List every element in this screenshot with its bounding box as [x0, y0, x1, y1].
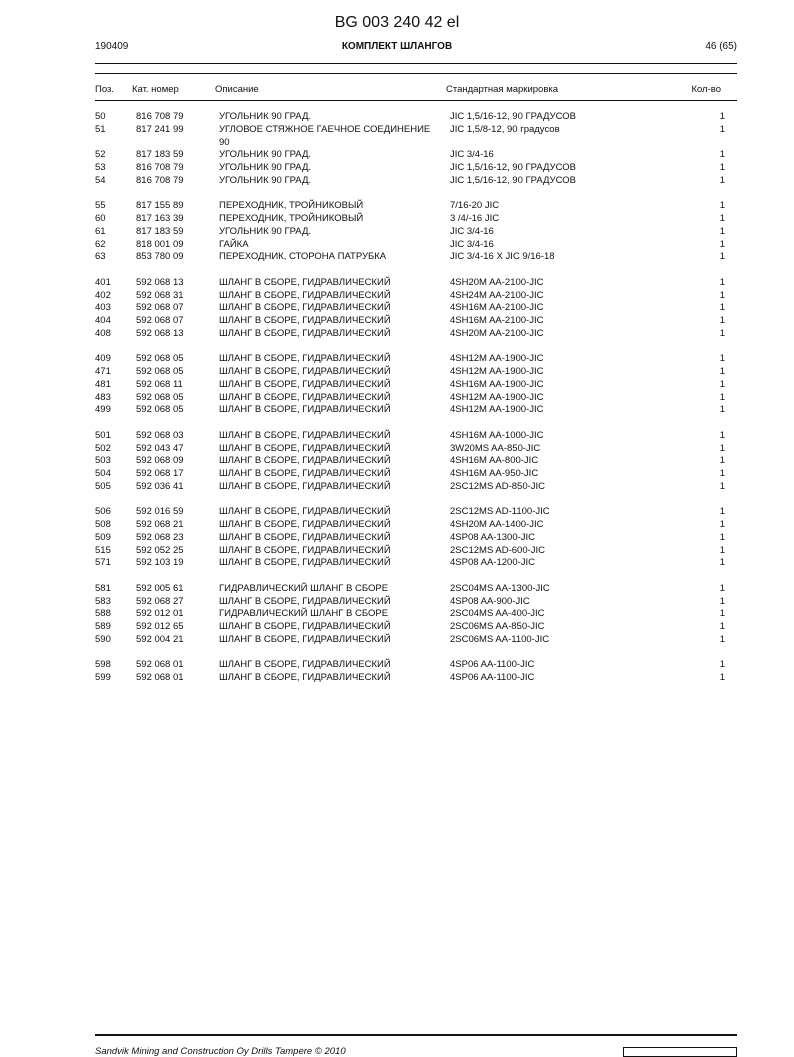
- cell-catalog-number: 817 241 99: [136, 123, 184, 135]
- cell-quantity: 1: [719, 531, 725, 543]
- column-header-standard-marking: Стандартная маркировка: [446, 84, 559, 95]
- cell-catalog-number: 592 004 21: [136, 633, 184, 645]
- cell-standard-marking: 4SH16M AA-800-JIC: [450, 455, 539, 467]
- cell-position: 50: [95, 111, 106, 122]
- cell-position: 581: [95, 582, 111, 594]
- table-row: [0, 302, 794, 315]
- cell-position: 588: [95, 608, 111, 620]
- cell-description: УГОЛЬНИК 90 ГРАД.: [219, 162, 312, 173]
- cell-standard-marking: JIC 1,5/16-12, 90 ГРАДУСОВ: [450, 111, 576, 122]
- cell-description: ШЛАНГ В СБОРЕ, ГИДРАВЛИЧЕСКИЙ: [219, 633, 391, 645]
- cell-catalog-number: 592 068 03: [136, 429, 184, 441]
- table-row: [0, 481, 794, 494]
- table-row: [0, 634, 794, 647]
- cell-description: ШЛАНГ В СБОРЕ, ГИДРАВЛИЧЕСКИЙ: [219, 455, 391, 467]
- cell-description: УГОЛЬНИК 90 ГРАД.: [219, 174, 312, 186]
- cell-quantity: 1: [719, 429, 725, 441]
- table-row: [0, 392, 794, 405]
- cell-quantity: 1: [719, 557, 725, 569]
- cell-standard-marking: 2SC06MS AA-1100-JIC: [450, 633, 550, 645]
- table-row: [0, 162, 794, 175]
- header-divider-secondary: [95, 73, 737, 74]
- cell-description: ШЛАНГ В СБОРЕ, ГИДРАВЛИЧЕСКИЙ: [219, 557, 391, 569]
- cell-quantity: 1: [719, 595, 725, 607]
- cell-description: ГИДРАВЛИЧЕСКИЙ ШЛАНГ В СБОРЕ: [219, 608, 389, 620]
- cell-catalog-number: 592 043 47: [136, 442, 184, 454]
- cell-standard-marking: 4SH12M AA-1900-JIC: [450, 353, 544, 365]
- table-row: [0, 277, 794, 290]
- column-header-quantity: Кол-во: [691, 84, 721, 95]
- cell-catalog-number: 817 155 89: [136, 200, 184, 212]
- cell-standard-marking: 4SH24M AA-2100-JIC: [450, 289, 544, 301]
- table-row: [0, 239, 794, 252]
- group-spacer: [0, 570, 794, 583]
- cell-quantity: 1: [719, 582, 725, 594]
- cell-standard-marking: JIC 1,5/16-12, 90 ГРАДУСОВ: [450, 174, 576, 186]
- cell-catalog-number: 592 036 41: [136, 480, 184, 492]
- cell-quantity: 1: [719, 174, 725, 186]
- cell-catalog-number: 817 163 39: [136, 213, 184, 224]
- cell-quantity: 1: [719, 621, 725, 632]
- cell-catalog-number: 816 708 79: [136, 162, 184, 173]
- cell-quantity: 1: [719, 251, 725, 263]
- cell-catalog-number: 592 068 09: [136, 455, 184, 467]
- table-row: [0, 290, 794, 303]
- cell-quantity: 1: [719, 315, 725, 326]
- cell-position: 598: [95, 659, 111, 671]
- table-row: [0, 353, 794, 366]
- cell-catalog-number: 816 708 79: [136, 174, 184, 186]
- cell-catalog-number: 592 016 59: [136, 506, 184, 518]
- table-row: [0, 366, 794, 379]
- cell-standard-marking: 4SH20M AA-1400-JIC: [450, 519, 544, 530]
- cell-description: ШЛАНГ В СБОРЕ, ГИДРАВЛИЧЕСКИЙ: [219, 544, 391, 556]
- cell-standard-marking: 4SH20M AA-2100-JIC: [450, 276, 544, 288]
- cell-quantity: 1: [719, 633, 725, 645]
- cell-quantity: 1: [719, 442, 725, 454]
- cell-catalog-number: 816 708 79: [136, 111, 184, 122]
- cell-position: 54: [95, 174, 106, 186]
- table-row: [0, 328, 794, 341]
- cell-standard-marking: 2SC12MS AD-1100-JIC: [450, 506, 550, 518]
- cell-catalog-number: 592 068 11: [136, 378, 183, 390]
- cell-quantity: 1: [719, 455, 725, 467]
- cell-description: УГОЛЬНИК 90 ГРАД.: [219, 111, 312, 122]
- cell-quantity: 1: [719, 162, 725, 173]
- cell-position: 402: [95, 289, 111, 301]
- cell-description: ШЛАНГ В СБОРЕ, ГИДРАВЛИЧЕСКИЙ: [219, 429, 391, 441]
- table-row: [0, 200, 794, 213]
- table-row: [0, 443, 794, 456]
- page-title: КОМПЛЕКТ ШЛАНГОВ: [341, 41, 453, 52]
- cell-standard-marking: 4SP06 AA-1100-JIC: [450, 672, 535, 683]
- cell-standard-marking: 2SC12MS AD-850-JIC: [450, 480, 546, 492]
- cell-standard-marking: 4SP08 AA-1200-JIC: [450, 557, 536, 569]
- cell-standard-marking: 3W20MS AA-850-JIC: [450, 442, 541, 454]
- header-divider: [95, 63, 737, 64]
- column-header-position: Поз.: [95, 84, 114, 95]
- cell-position: 52: [95, 149, 106, 161]
- group-spacer: [0, 647, 794, 660]
- cell-quantity: 1: [719, 366, 725, 377]
- cell-description: ШЛАНГ В СБОРЕ, ГИДРАВЛИЧЕСКИЙ: [219, 327, 391, 339]
- cell-catalog-number: 592 068 13: [136, 276, 184, 288]
- cell-position: 503: [95, 455, 111, 467]
- footer-divider: [95, 1034, 737, 1036]
- cell-quantity: 1: [719, 149, 725, 161]
- cell-position: 571: [95, 557, 111, 569]
- cell-description: ШЛАНГ В СБОРЕ, ГИДРАВЛИЧЕСКИЙ: [219, 289, 391, 301]
- cell-catalog-number: 592 012 65: [136, 621, 184, 632]
- cell-position: 471: [95, 366, 111, 377]
- cell-standard-marking: 4SH20M AA-2100-JIC: [450, 327, 544, 339]
- table-row: [0, 379, 794, 392]
- cell-standard-marking: 3 /4/-16 JIC: [450, 213, 500, 224]
- cell-standard-marking: 2SC06MS AA-850-JIC: [450, 621, 545, 632]
- brand-logo: [623, 1047, 737, 1057]
- cell-quantity: 1: [719, 544, 725, 556]
- cell-description: ГИДРАВЛИЧЕСКИЙ ШЛАНГ В СБОРЕ: [219, 582, 389, 594]
- cell-position: 509: [95, 531, 111, 543]
- document-number: BG 003 240 42 el: [334, 14, 460, 31]
- cell-position: 590: [95, 633, 111, 645]
- table-row: [0, 455, 794, 468]
- table-row: [0, 404, 794, 417]
- cell-position: 508: [95, 519, 111, 530]
- cell-catalog-number: 592 068 05: [136, 366, 184, 377]
- cell-catalog-number: 592 068 05: [136, 353, 184, 365]
- cell-quantity: 1: [719, 111, 725, 122]
- column-header-description: Описание: [215, 84, 259, 95]
- cell-position: 51: [95, 123, 106, 135]
- table-row: [0, 621, 794, 634]
- cell-quantity: 1: [719, 289, 725, 301]
- cell-quantity: 1: [719, 391, 725, 403]
- cell-description: ШЛАНГ В СБОРЕ, ГИДРАВЛИЧЕСКИЙ: [219, 659, 391, 671]
- cell-quantity: 1: [719, 213, 725, 224]
- cell-standard-marking: JIC 3/4-16: [450, 238, 494, 250]
- cell-description: ШЛАНГ В СБОРЕ, ГИДРАВЛИЧЕСКИЙ: [219, 621, 391, 632]
- cell-description: ШЛАНГ В СБОРЕ, ГИДРАВЛИЧЕСКИЙ: [219, 276, 391, 288]
- cell-description: ПЕРЕХОДНИК, СТОРОНА ПАТРУБКА: [219, 251, 387, 263]
- cell-standard-marking: 4SP08 AA-1300-JIC: [450, 531, 536, 543]
- cell-position: 481: [95, 378, 111, 390]
- cell-position: 504: [95, 468, 111, 479]
- cell-position: 401: [95, 276, 111, 288]
- table-row: [0, 251, 794, 264]
- cell-position: 409: [95, 353, 111, 365]
- table-row: [0, 583, 794, 596]
- table-row: [0, 659, 794, 672]
- cell-catalog-number: 592 068 01: [136, 672, 184, 683]
- cell-catalog-number: 592 068 13: [136, 327, 184, 339]
- cell-position: 63: [95, 251, 106, 263]
- cell-description: ПЕРЕХОДНИК, ТРОЙНИКОВЫЙ: [219, 200, 364, 212]
- cell-quantity: 1: [719, 276, 725, 288]
- cell-position: 62: [95, 238, 106, 250]
- page-number: 46 (65): [705, 41, 737, 52]
- cell-description: УГОЛЬНИК 90 ГРАД.: [219, 225, 312, 237]
- cell-quantity: 1: [719, 468, 725, 479]
- column-header-catalog-number: Кат. номер: [132, 84, 179, 95]
- cell-catalog-number: 592 012 01: [136, 608, 184, 620]
- cell-description: ШЛАНГ В СБОРЕ, ГИДРАВЛИЧЕСКИЙ: [219, 506, 391, 518]
- cell-catalog-number: 592 068 07: [136, 315, 184, 326]
- cell-standard-marking: JIC 1,5/8-12, 90 градусов: [450, 123, 560, 135]
- cell-catalog-number: 592 068 17: [136, 468, 184, 479]
- table-row: [0, 315, 794, 328]
- cell-standard-marking: 4SP08 AA-900-JIC: [450, 595, 530, 607]
- cell-position: 583: [95, 595, 111, 607]
- cell-catalog-number: 592 103 19: [136, 557, 184, 569]
- cell-description: ШЛАНГ В СБОРЕ, ГИДРАВЛИЧЕСКИЙ: [219, 531, 391, 543]
- cell-position: 502: [95, 442, 111, 454]
- cell-quantity: 1: [719, 327, 725, 339]
- cell-catalog-number: 592 068 05: [136, 404, 184, 416]
- cell-standard-marking: 4SH16M AA-1000-JIC: [450, 429, 544, 441]
- cell-standard-marking: 2SC04MS AA-400-JIC: [450, 608, 545, 620]
- parts-table-body: [0, 111, 794, 685]
- cell-catalog-number: 592 068 23: [136, 531, 184, 543]
- table-row: [0, 175, 794, 188]
- cell-position: 483: [95, 391, 111, 403]
- cell-description: ШЛАНГ В СБОРЕ, ГИДРАВЛИЧЕСКИЙ: [219, 391, 391, 403]
- footer-copyright: Sandvik Mining and Construction Oy Drills Tampere © 2010: [95, 1046, 346, 1057]
- cell-quantity: 1: [719, 378, 725, 390]
- table-row: [0, 532, 794, 545]
- table-row: [0, 124, 794, 150]
- cell-standard-marking: JIC 3/4-16: [450, 225, 494, 237]
- group-spacer: [0, 417, 794, 430]
- table-row: [0, 149, 794, 162]
- table-row: [0, 111, 794, 124]
- group-spacer: [0, 188, 794, 201]
- cell-description: ШЛАНГ В СБОРЕ, ГИДРАВЛИЧЕСКИЙ: [219, 302, 391, 314]
- cell-quantity: 1: [719, 200, 725, 212]
- cell-catalog-number: 592 068 27: [136, 595, 184, 607]
- cell-catalog-number: 592 068 31: [136, 289, 184, 301]
- cell-position: 599: [95, 672, 111, 683]
- column-header-divider: [95, 100, 737, 101]
- cell-description: ШЛАНГ В СБОРЕ, ГИДРАВЛИЧЕСКИЙ: [219, 366, 391, 377]
- table-row: [0, 468, 794, 481]
- table-row: [0, 430, 794, 443]
- cell-standard-marking: JIC 3/4-16: [450, 149, 494, 161]
- cell-description: ШЛАНГ В СБОРЕ, ГИДРАВЛИЧЕСКИЙ: [219, 595, 391, 607]
- cell-standard-marking: 4SH16M AA-2100-JIC: [450, 302, 544, 314]
- cell-quantity: 1: [719, 672, 725, 683]
- cell-catalog-number: 592 052 25: [136, 544, 184, 556]
- cell-catalog-number: 817 183 59: [136, 225, 184, 237]
- cell-position: 501: [95, 429, 111, 441]
- cell-position: 53: [95, 162, 106, 173]
- cell-description: ШЛАНГ В СБОРЕ, ГИДРАВЛИЧЕСКИЙ: [219, 315, 391, 326]
- cell-standard-marking: 4SH12M AA-1900-JIC: [450, 366, 544, 377]
- cell-description: ШЛАНГ В СБОРЕ, ГИДРАВЛИЧЕСКИЙ: [219, 353, 391, 365]
- cell-catalog-number: 818 001 09: [136, 238, 184, 250]
- cell-position: 505: [95, 480, 111, 492]
- cell-standard-marking: JIC 1,5/16-12, 90 ГРАДУСОВ: [450, 162, 576, 173]
- cell-quantity: 1: [719, 480, 725, 492]
- cell-position: 403: [95, 302, 111, 314]
- cell-position: 60: [95, 213, 106, 224]
- cell-standard-marking: 4SH16M AA-950-JIC: [450, 468, 539, 479]
- cell-description: ШЛАНГ В СБОРЕ, ГИДРАВЛИЧЕСКИЙ: [219, 404, 391, 416]
- cell-position: 404: [95, 315, 111, 326]
- cell-standard-marking: JIC 3/4-16 X JIC 9/16-18: [450, 251, 555, 263]
- cell-quantity: 1: [719, 123, 725, 135]
- document-date: 190409: [95, 41, 129, 52]
- cell-standard-marking: 4SP06 AA-1100-JIC: [450, 659, 535, 671]
- cell-quantity: 1: [719, 659, 725, 671]
- group-spacer: [0, 264, 794, 277]
- table-row: [0, 213, 794, 226]
- table-row: [0, 506, 794, 519]
- cell-position: 515: [95, 544, 111, 556]
- group-spacer: [0, 494, 794, 507]
- cell-position: 55: [95, 200, 106, 212]
- table-row: [0, 545, 794, 558]
- cell-position: 589: [95, 621, 111, 632]
- cell-position: 506: [95, 506, 111, 518]
- cell-position: 499: [95, 404, 111, 416]
- cell-description: ШЛАНГ В СБОРЕ, ГИДРАВЛИЧЕСКИЙ: [219, 442, 391, 454]
- cell-description: УГОЛЬНИК 90 ГРАД.: [219, 149, 312, 161]
- cell-position: 61: [95, 225, 106, 237]
- cell-catalog-number: 592 068 07: [136, 302, 184, 314]
- cell-catalog-number: 592 068 05: [136, 391, 184, 403]
- table-row: [0, 608, 794, 621]
- cell-catalog-number: 853 780 09: [136, 251, 184, 263]
- table-row: [0, 596, 794, 609]
- table-row: [0, 672, 794, 685]
- cell-description: ШЛАНГ В СБОРЕ, ГИДРАВЛИЧЕСКИЙ: [219, 519, 391, 530]
- cell-catalog-number: 592 068 21: [136, 519, 184, 530]
- cell-position: 408: [95, 327, 111, 339]
- cell-standard-marking: 4SH12M AA-1900-JIC: [450, 404, 544, 416]
- cell-quantity: 1: [719, 506, 725, 518]
- cell-description: ПЕРЕХОДНИК, ТРОЙНИКОВЫЙ: [219, 213, 364, 224]
- cell-description: УГЛОВОЕ СТЯЖНОЕ ГАЕЧНОЕ СОЕДИНЕНИЕ 90: [219, 123, 431, 148]
- cell-description: ШЛАНГ В СБОРЕ, ГИДРАВЛИЧЕСКИЙ: [219, 468, 391, 479]
- cell-description: ШЛАНГ В СБОРЕ, ГИДРАВЛИЧЕСКИЙ: [219, 480, 391, 492]
- group-spacer: [0, 341, 794, 354]
- cell-quantity: 1: [719, 353, 725, 365]
- cell-description: ГАЙКА: [219, 238, 249, 250]
- cell-quantity: 1: [719, 404, 725, 416]
- table-row: [0, 226, 794, 239]
- cell-quantity: 1: [719, 225, 725, 237]
- cell-description: ШЛАНГ В СБОРЕ, ГИДРАВЛИЧЕСКИЙ: [219, 378, 391, 390]
- cell-standard-marking: 4SH16M AA-1900-JIC: [450, 378, 544, 390]
- cell-quantity: 1: [719, 608, 725, 620]
- table-row: [0, 519, 794, 532]
- cell-catalog-number: 817 183 59: [136, 149, 184, 161]
- cell-standard-marking: 4SH16M AA-2100-JIC: [450, 315, 544, 326]
- cell-quantity: 1: [719, 519, 725, 530]
- cell-quantity: 1: [719, 302, 725, 314]
- cell-standard-marking: 2SC12MS AD-600-JIC: [450, 544, 546, 556]
- cell-catalog-number: 592 005 61: [136, 582, 184, 594]
- cell-standard-marking: 7/16-20 JIC: [450, 200, 500, 212]
- table-row: [0, 557, 794, 570]
- cell-quantity: 1: [719, 238, 725, 250]
- cell-standard-marking: 2SC04MS AA-1300-JIC: [450, 582, 550, 594]
- cell-description: ШЛАНГ В СБОРЕ, ГИДРАВЛИЧЕСКИЙ: [219, 672, 391, 683]
- cell-catalog-number: 592 068 01: [136, 659, 184, 671]
- cell-standard-marking: 4SH12M AA-1900-JIC: [450, 391, 544, 403]
